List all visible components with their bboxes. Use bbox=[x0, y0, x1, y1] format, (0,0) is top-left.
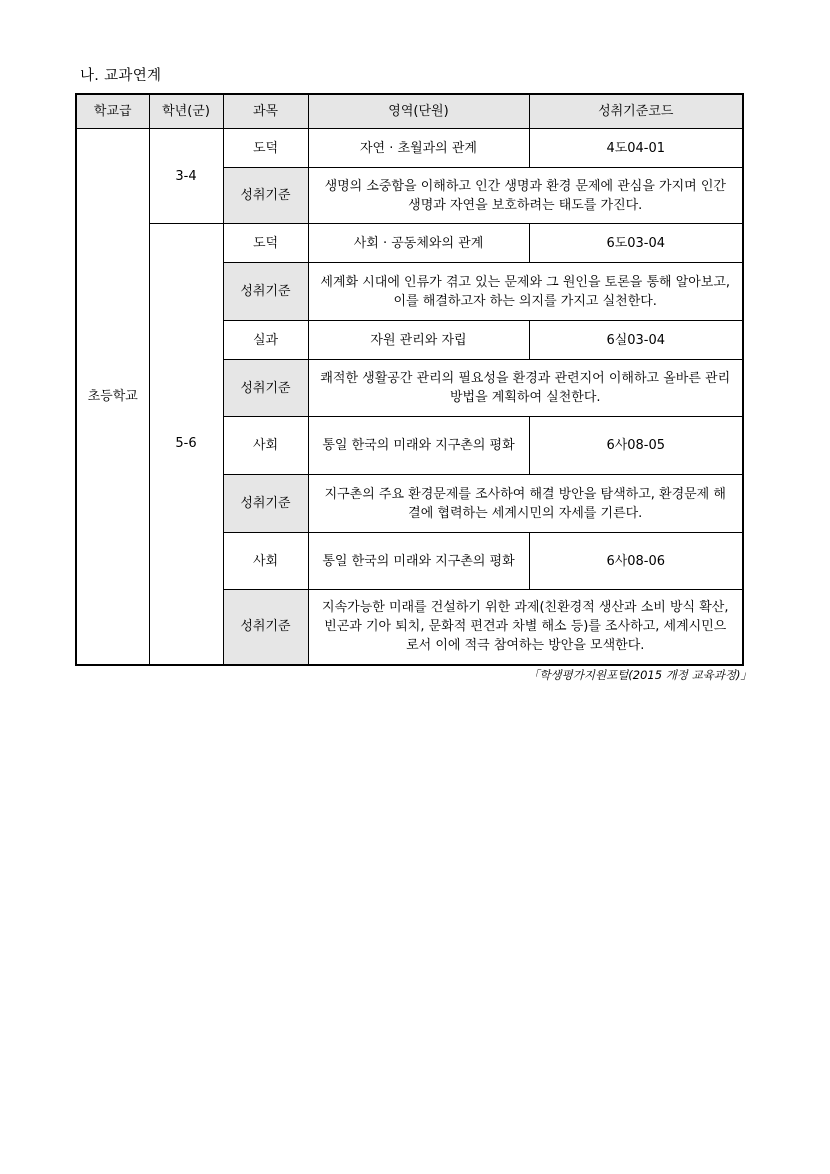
achievement-text: 생명의 소중함을 이해하고 인간 생명과 환경 문제에 관심을 가지며 인간 생명과 자연을 보호하려는 태도를 가진다. bbox=[308, 168, 743, 224]
school-level-cell: 초등학교 bbox=[76, 129, 149, 665]
subject-cell: 사회 bbox=[223, 533, 308, 590]
source-citation: 「학생평가지원포털(2015 개정 교육과정)」 bbox=[527, 668, 752, 682]
subject-cell: 도덕 bbox=[223, 224, 308, 263]
achievement-label: 성취기준 bbox=[223, 360, 308, 417]
code-cell: 6사08-06 bbox=[529, 533, 743, 590]
achievement-text: 지구촌의 주요 환경문제를 조사하여 해결 방안을 탐색하고, 환경문제 해결에 협력하는 세계시민의 자세를 기른다. bbox=[308, 475, 743, 533]
subject-cell: 실과 bbox=[223, 321, 308, 360]
subject-cell: 도덕 bbox=[223, 129, 308, 168]
code-cell: 6사08-05 bbox=[529, 417, 743, 475]
achievement-label: 성취기준 bbox=[223, 263, 308, 321]
area-cell: 통일 한국의 미래와 지구촌의 평화 bbox=[308, 533, 529, 590]
achievement-label: 성취기준 bbox=[223, 475, 308, 533]
section-title: 나. 교과연계 bbox=[80, 68, 162, 84]
grade-cell: 3-4 bbox=[149, 129, 223, 224]
grade-cell: 5-6 bbox=[149, 224, 223, 665]
header-school-level: 학교급 bbox=[76, 94, 149, 129]
area-cell: 사회 · 공동체와의 관계 bbox=[308, 224, 529, 263]
area-cell: 자연 · 초월과의 관계 bbox=[308, 129, 529, 168]
achievement-text: 쾌적한 생활공간 관리의 필요성을 환경과 관련지어 이해하고 올바른 관리 방법을 계획하여 실천한다. bbox=[308, 360, 743, 417]
curriculum-link-table bbox=[75, 93, 744, 666]
achievement-text: 지속가능한 미래를 건설하기 위한 과제(친환경적 생산과 소비 방식 확산, 빈곤과 기아 퇴치, 문화적 편견과 차별 해소 등)를 조사하고, 세계시민으로서 이에 적극 참여하는 방안을 모색한다. bbox=[308, 590, 743, 665]
code-cell: 6실03-04 bbox=[529, 321, 743, 360]
code-cell: 4도04-01 bbox=[529, 129, 743, 168]
area-cell: 통일 한국의 미래와 지구촌의 평화 bbox=[308, 417, 529, 475]
code-cell: 6도03-04 bbox=[529, 224, 743, 263]
header-subject: 과목 bbox=[223, 94, 308, 129]
header-grade: 학년(군) bbox=[149, 94, 223, 129]
header-area: 영역(단원) bbox=[308, 94, 529, 129]
header-code: 성취기준코드 bbox=[529, 94, 743, 129]
subject-cell: 사회 bbox=[223, 417, 308, 475]
area-cell: 자원 관리와 자립 bbox=[308, 321, 529, 360]
table-row bbox=[76, 129, 743, 168]
table-row bbox=[76, 224, 743, 263]
achievement-text: 세계화 시대에 인류가 겪고 있는 문제와 그 원인을 토론을 통해 알아보고, 이를 해결하고자 하는 의지를 가지고 실천한다. bbox=[308, 263, 743, 321]
table-header-row bbox=[76, 94, 743, 129]
achievement-label: 성취기준 bbox=[223, 168, 308, 224]
achievement-label: 성취기준 bbox=[223, 590, 308, 665]
